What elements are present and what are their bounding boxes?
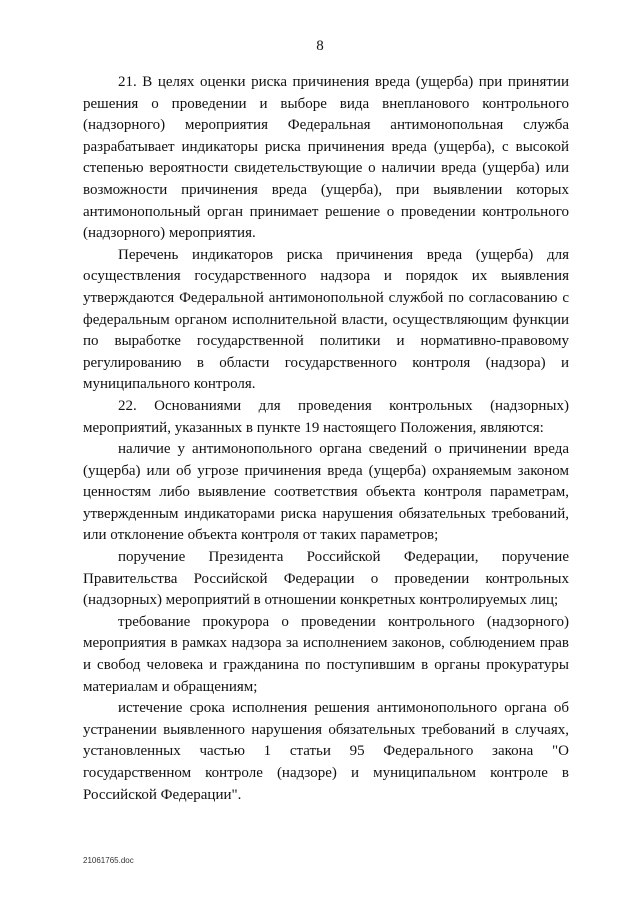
paragraph-basis-1: наличие у антимонопольного органа сведений о причинении вреда (ущерба) или об угрозе причинения вреда (ущерба) охраняемым законом ценностям либо выявление соответствия объекта контроля параметрам, утвержденным индикаторами риска нарушения обязательных требований, или отклонение объекта контроля от таких параметров; [83,441,569,544]
paragraph-basis-4: истечение срока исполнения решения антимонопольного органа об устранении выявленного нарушения обязательных требований в случаях, установленных частью 1 статьи 95 Федерального закона "О государственном контроле (надзоре) и муниципальном контроле в Российской Федерации". [83,700,569,803]
paragraph-basis-3: требование прокурора о проведении контрольного (надзорного) мероприятия в рамках надзора за исполнением законов, соблюдением прав и свобод человека и гражданина по поступившим в органы прокуратуры материалам и обращениям; [83,613,569,695]
document-body [83,72,569,806]
paragraph-22: 22. Основаниями для проведения контрольных (надзорных) мероприятий, указанных в пункте 19 настоящего Положения, являются: [83,397,569,436]
page-number: 8 [316,38,324,54]
file-name-footer: 21061765.doc [83,856,134,865]
paragraph-basis-2: поручение Президента Российской Федерации, поручение Правительства Российской Федерации о проведении контрольных (надзорных) мероприятий в отношении конкретных контролируемых лиц; [83,549,569,609]
paragraph-indicators-list: Перечень индикаторов риска причинения вреда (ущерба) для осуществления государственного надзора и порядок их выявления утверждаются Федеральной антимонопольной службой по согласованию с федеральным органом исполнительной власти, осуществляющим функции по выработке государственной политики и нормативно-правовому регулированию в области государственного контроля (надзора) и муниципального контроля. [83,246,569,393]
paragraph-21: 21. В целях оценки риска причинения вреда (ущерба) при принятии решения о проведении и выборе вида внепланового контрольного (надзорного) мероприятия Федеральная антимонопольная служба разрабатывает индикаторы риска причинения вреда (ущерба), с высокой степенью вероятности свидетельствующие о наличии вреда (ущерба) или возможности причинения вреда (ущерба), при выявлении которых антимонопольный орган принимает решение о проведении контрольного (надзорного) мероприятия. [83,74,569,242]
